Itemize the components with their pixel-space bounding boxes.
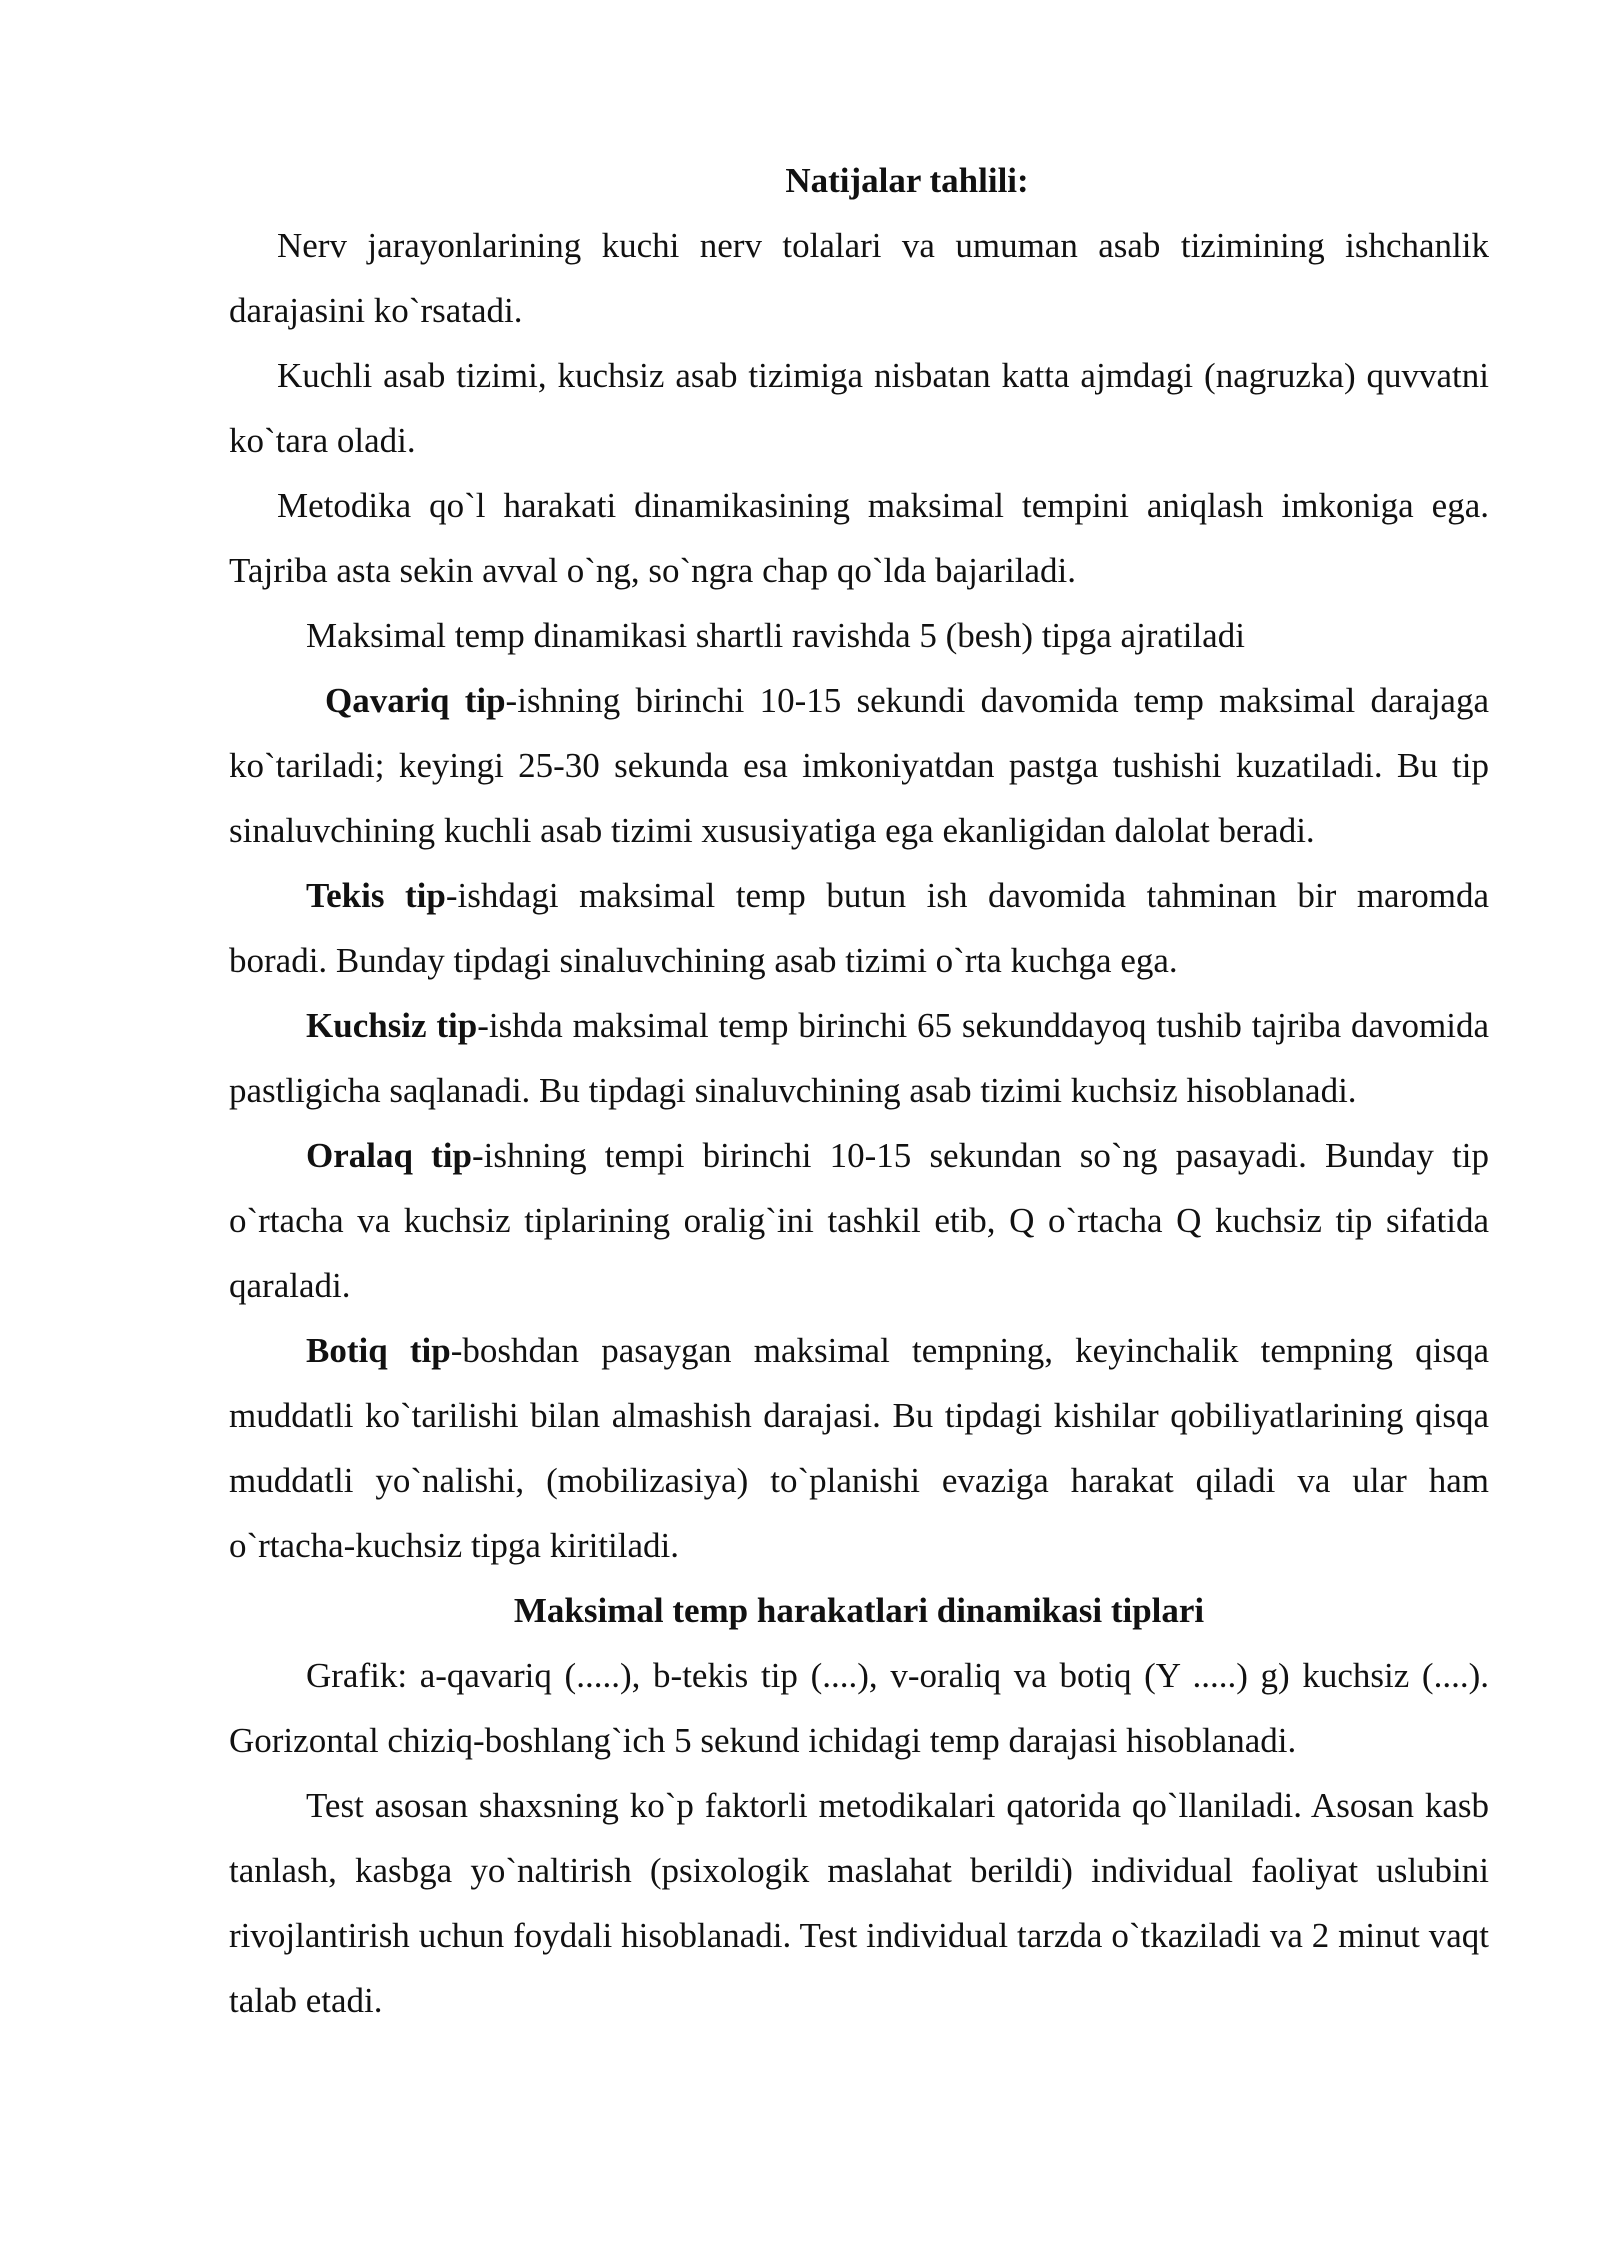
type-description: -ishning tempi birinchi 10-15 sekundan so`ng pasayadi. Bunday tip o`rtacha va kuchsiz tiplarining oralig`ini tashkil etib, Q o`rtacha Q kuchsiz tip sifatida qaraladi. xyxy=(229,1136,1489,1305)
paragraph-nerve-strength: Nerv jarayonlarining kuchi nerv tolalari va umuman asab tizimining ishchanlik darajasini ko`rsatadi. xyxy=(229,226,1489,330)
type-description: -boshdan pasaygan maksimal tempning, keyinchalik tempning qisqa muddatli ko`tarilishi bilan almashish darajasi. Bu tipdagi kishilar qobiliyatlarining qisqa muddatli yo`nalishi, (mobilizasiya) to`planishi evaziga harakat qiladi va ular ham o`rtacha-kuchsiz tipga kiritiladi. xyxy=(229,1331,1489,1565)
paragraph-graph-legend: Grafik: a-qavariq (.....), b-tekis tip (....), v-oraliq va botiq (Y .....) g) kuchsiz (....). Gorizontal chiziq-boshlang`ich 5 sekund ichidagi temp darajasi hisoblanadi. xyxy=(229,1656,1489,1760)
section-heading: Natijalar tahlili: xyxy=(785,161,1029,200)
type-term: Tekis tip xyxy=(306,876,446,915)
type-term: Kuchsiz tip xyxy=(306,1006,478,1045)
paragraph-type-weak xyxy=(229,993,1489,1123)
paragraph-methodology: Metodika qo`l harakati dinamikasining maksimal tempini aniqlash imkoniga ega. Tajriba asta sekin avval o`ng, so`ngra chap qo`lda bajariladi. xyxy=(229,486,1489,590)
paragraph-types-intro: Maksimal temp dinamikasi shartli ravishda 5 (besh) tipga ajratiladi xyxy=(306,616,1245,655)
paragraph-type-intermediate xyxy=(229,1123,1489,1318)
type-term: Qavariq tip xyxy=(325,681,506,720)
type-term: Oralaq tip xyxy=(306,1136,472,1175)
type-description: -ishning birinchi 10-15 sekundi davomida temp maksimal darajaga ko`tariladi; keyingi 25-30 sekunda esa imkoniyatdan pastga tushishi kuzatiladi. Bu tip sinaluvchining kuchli asab tizimi xususiyatiga ega ekanligidan dalolat beradi. xyxy=(229,681,1489,850)
graph-heading: Maksimal temp harakatlari dinamikasi tiplari xyxy=(513,1591,1205,1630)
type-description: -ishdagi maksimal temp butun ish davomida tahminan bir maromda boradi. Bunday tipdagi sinaluvchining asab tizimi o`rta kuchga ega. xyxy=(229,876,1489,980)
paragraph-strong-system: Kuchli asab tizimi, kuchsiz asab tizimiga nisbatan katta ajmdagi (nagruzka) quvvatni ko`tara oladi. xyxy=(229,356,1489,460)
document-page xyxy=(229,148,1489,2033)
paragraph-type-convex xyxy=(229,668,1489,863)
paragraph-type-concave xyxy=(229,1318,1489,1578)
type-description: -ishda maksimal temp birinchi 65 sekunddayoq tushib tajriba davomida pastligicha saqlanadi. Bu tipdagi sinaluvchining asab tizimi kuchsiz hisoblanadi. xyxy=(229,1006,1490,1110)
type-term: Botiq tip xyxy=(306,1331,451,1370)
paragraph-type-flat xyxy=(229,863,1489,993)
paragraph-test-usage: Test asosan shaxsning ko`p faktorli metodikalari qatorida qo`llaniladi. Asosan kasb tanlash, kasbga yo`naltirish (psixologik maslahat berildi) individual faoliyat uslubini rivojlantirish uchun foydali hisoblanadi. Test individual tarzda o`tkaziladi va 2 minut vaqt talab etadi. xyxy=(229,1786,1489,2020)
